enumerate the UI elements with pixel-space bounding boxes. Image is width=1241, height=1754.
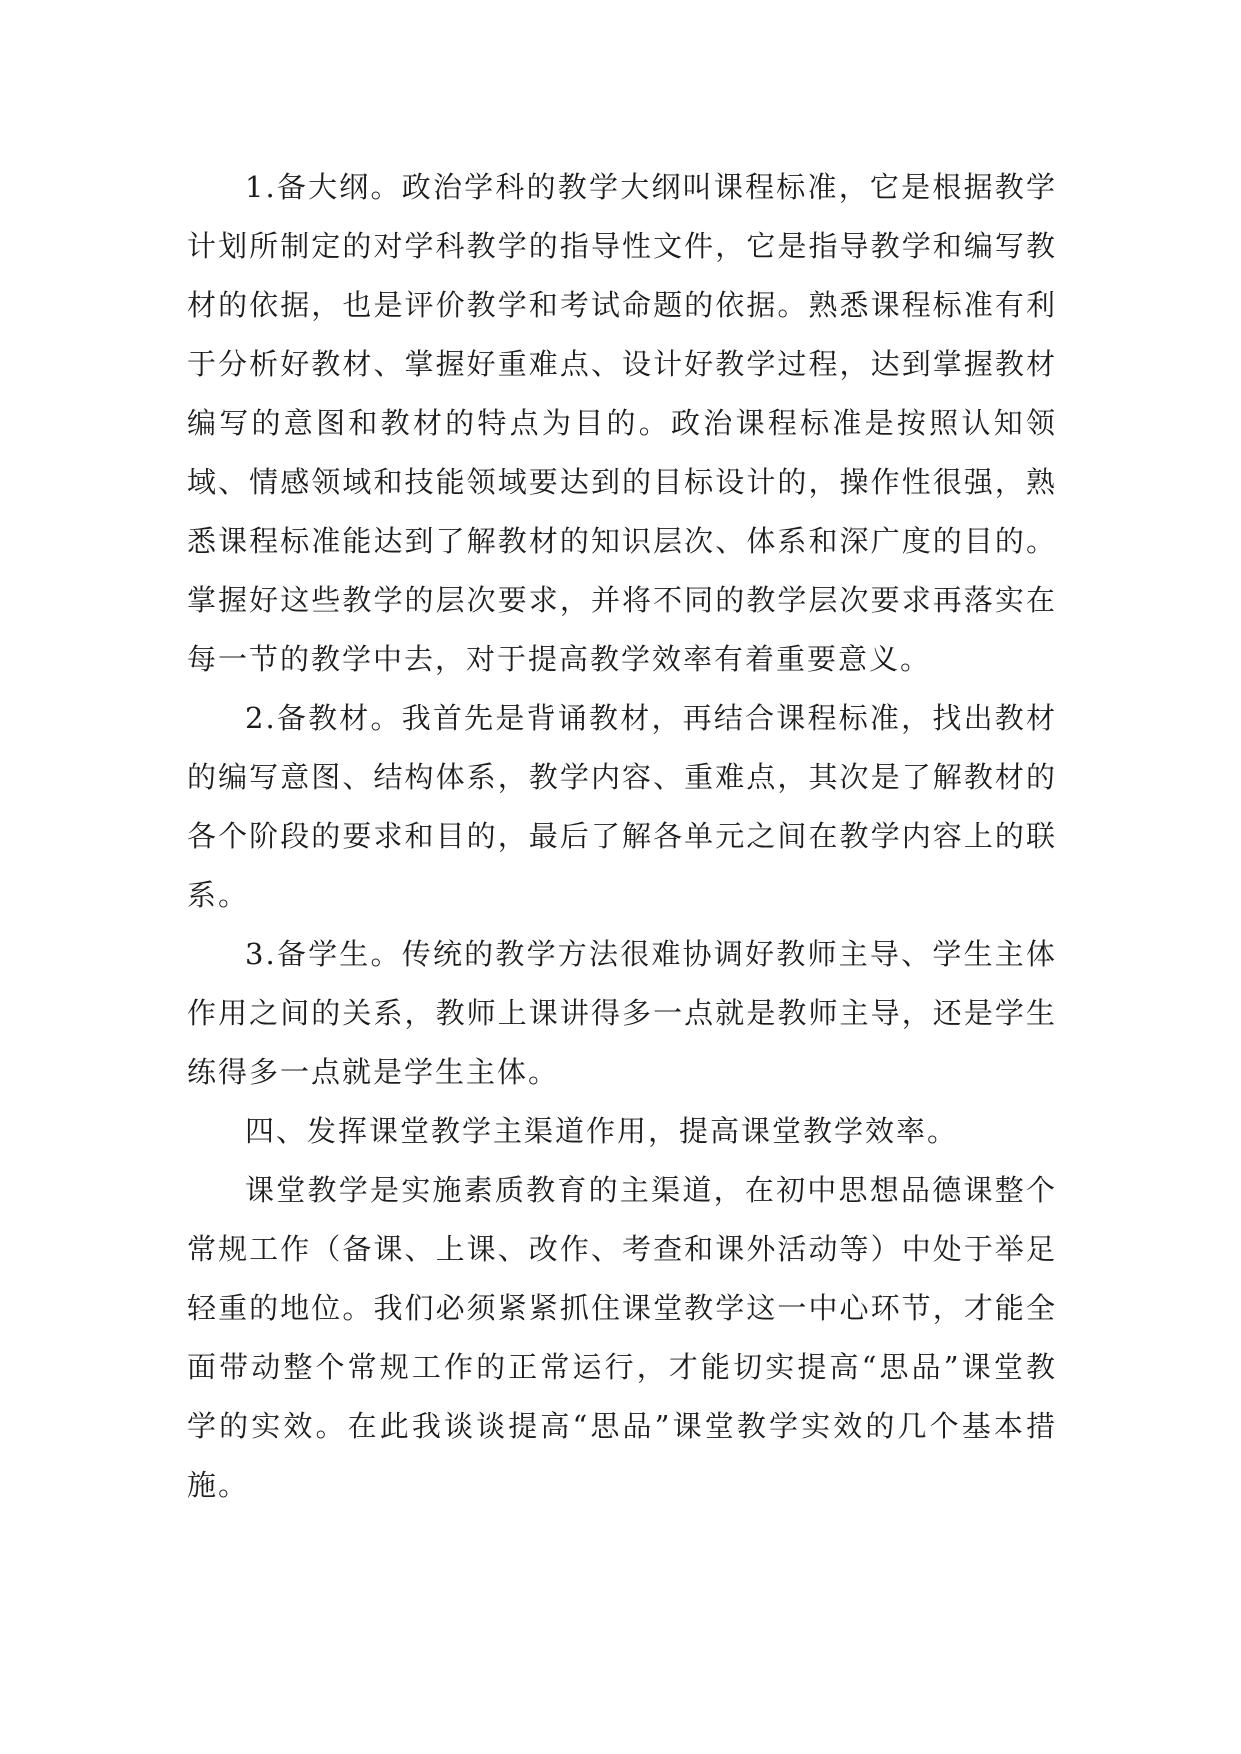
paragraph-classroom-teaching: 课堂教学是实施素质教育的主渠道，在初中思想品德课整个常规工作（备课、上课、改作、考查和课外活动等）中处于举足轻重的地位。我们必须紧紧抓住课堂教学这一中心环节，才能全面带动整个常规工作的正常运行，才能切实提高“思品”课堂教学的实效。在此我谈谈提高“思品”课堂教学实效的几个基本措施。 (187, 1173, 1057, 1502)
document-body (187, 158, 1057, 1515)
paragraph-prepare-textbook: 2.备教材。我首先是背诵教材，再结合课程标准，找出教材的编写意图、结构体系，教学内容、重难点，其次是了解教材的各个阶段的要求和目的，最后了解各单元之间在教学内容上的联系。 (187, 701, 1057, 912)
section-heading: 四、发挥课堂教学主渠道作用，提高课堂教学效率。 (245, 1114, 959, 1148)
paragraph-prepare-students: 3.备学生。传统的教学方法很难协调好教师主导、学生主体作用之间的关系，教师上课讲得多一点就是教师主导，还是学生练得多一点就是学生主体。 (187, 937, 1057, 1089)
paragraph-prepare-syllabus: 1.备大纲。政治学科的教学大纲叫课程标准，它是根据教学计划所制定的对学科教学的指导性文件，它是指导教学和编写教材的依据，也是评价教学和考试命题的依据。熟悉课程标准有利于分析好教材、掌握好重难点、设计好教学过程，达到掌握教材编写的意图和教材的特点为目的。政治课程标准是按照认知领域、情感领域和技能领域要达到的目标设计的，操作性很强，熟悉课程标准能达到了解教材的知识层次、体系和深广度的目的。掌握好这些教学的层次要求，并将不同的教学层次要求再落实在每一节的教学中去，对于提高教学效率有着重要意义。 (187, 170, 1057, 676)
